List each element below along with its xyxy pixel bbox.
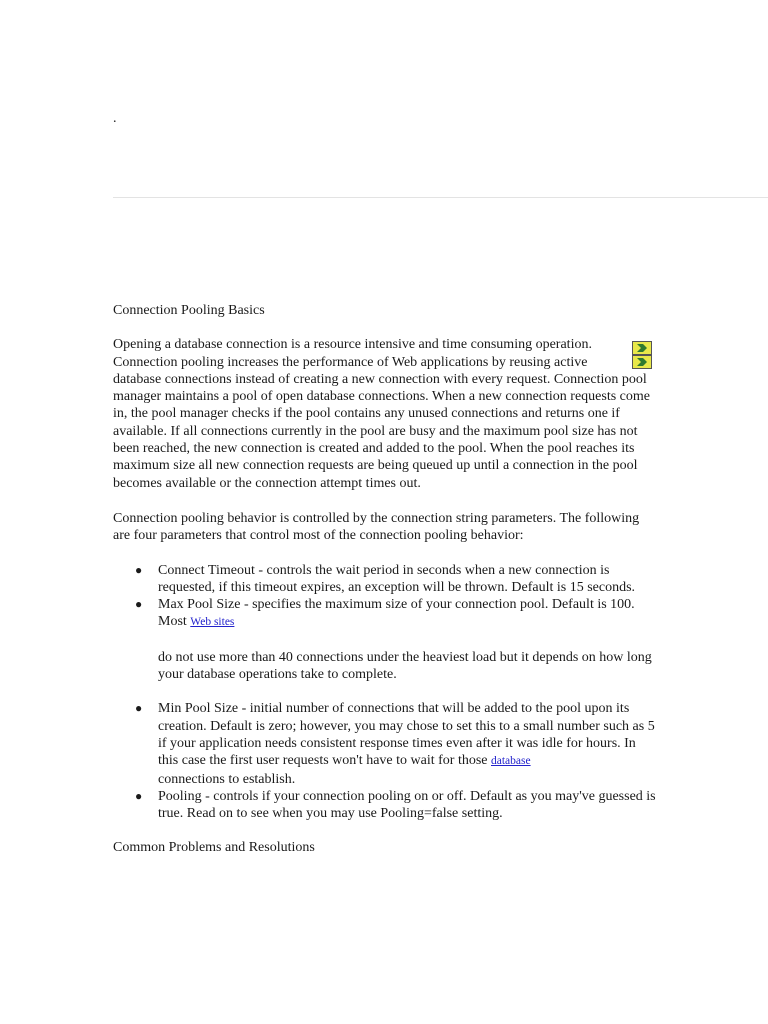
list-item-subtext: do not use more than 40 connections under the heaviest load but it depends on how long your database operations take to complete. (158, 649, 652, 683)
parameters-list (113, 562, 658, 823)
bullet-dot: ● (135, 788, 143, 803)
article-body (113, 302, 658, 857)
top-mark: . (113, 111, 117, 126)
list-item-text: Connect Timeout - controls the wait period in seconds when a new connection is requested, if this timeout expires, an exception will be thrown. Default is 15 seconds. (158, 562, 636, 595)
horizontal-divider (113, 197, 768, 198)
double-chevron-arrow-icon[interactable] (632, 341, 652, 369)
database-link[interactable]: database (491, 755, 531, 768)
web-sites-link[interactable]: Web sites (190, 616, 235, 629)
list-item (113, 788, 658, 823)
intro-paragraph (113, 336, 658, 492)
section-heading-common-problems: Common Problems and Resolutions (113, 840, 315, 856)
section-heading: Connection Pooling Basics (113, 303, 265, 318)
list-item-subtext: connections to establish. (158, 771, 296, 787)
list-item-text: Pooling - controls if your connection pooling on or off. Default as you may've guessed is true. Read on to see when you may use Pooling=false setting. (158, 788, 656, 822)
list-item (113, 596, 658, 683)
bullet-dot: ● (135, 562, 143, 577)
list-item (113, 700, 658, 787)
intro-text: Opening a database connection is a resource intensive and time consuming operation. Connection pooling increases the performance of Web applications by reusing active database connections instead of creating a new connection with every request. Connection pool manager maintains a pool of open database connections. When a new connection requests come in, the pool manager checks if the pool contains any unused connections and returns one if available. If all connections currently in the pool are busy and the maximum pool size has not been reached, the new connection is created and added to the pool. When the pool reaches its maximum size all new connection requests are being queued up until a connection in the pool becomes available or the connection attempt times out. (113, 337, 650, 491)
list-item (113, 562, 658, 597)
bullet-dot: ● (135, 701, 143, 716)
list-item-text: Min Pool Size - initial number of connections that will be added to the pool upon its creation. Default is zero; however, you may chose to set this to a small number such as 5 if your application needs consistent response times even after it was idle for hours. In this case the first user requests won't have to wait for those (158, 701, 655, 769)
params-paragraph: Connection pooling behavior is controlled by the connection string parameters. The following are four parameters that control most of the connection pooling behavior: (113, 510, 640, 544)
list-item-text: Max Pool Size - specifies the maximum size of your connection pool. Default is 100. Most (158, 597, 635, 630)
bullet-dot: ● (135, 597, 143, 612)
